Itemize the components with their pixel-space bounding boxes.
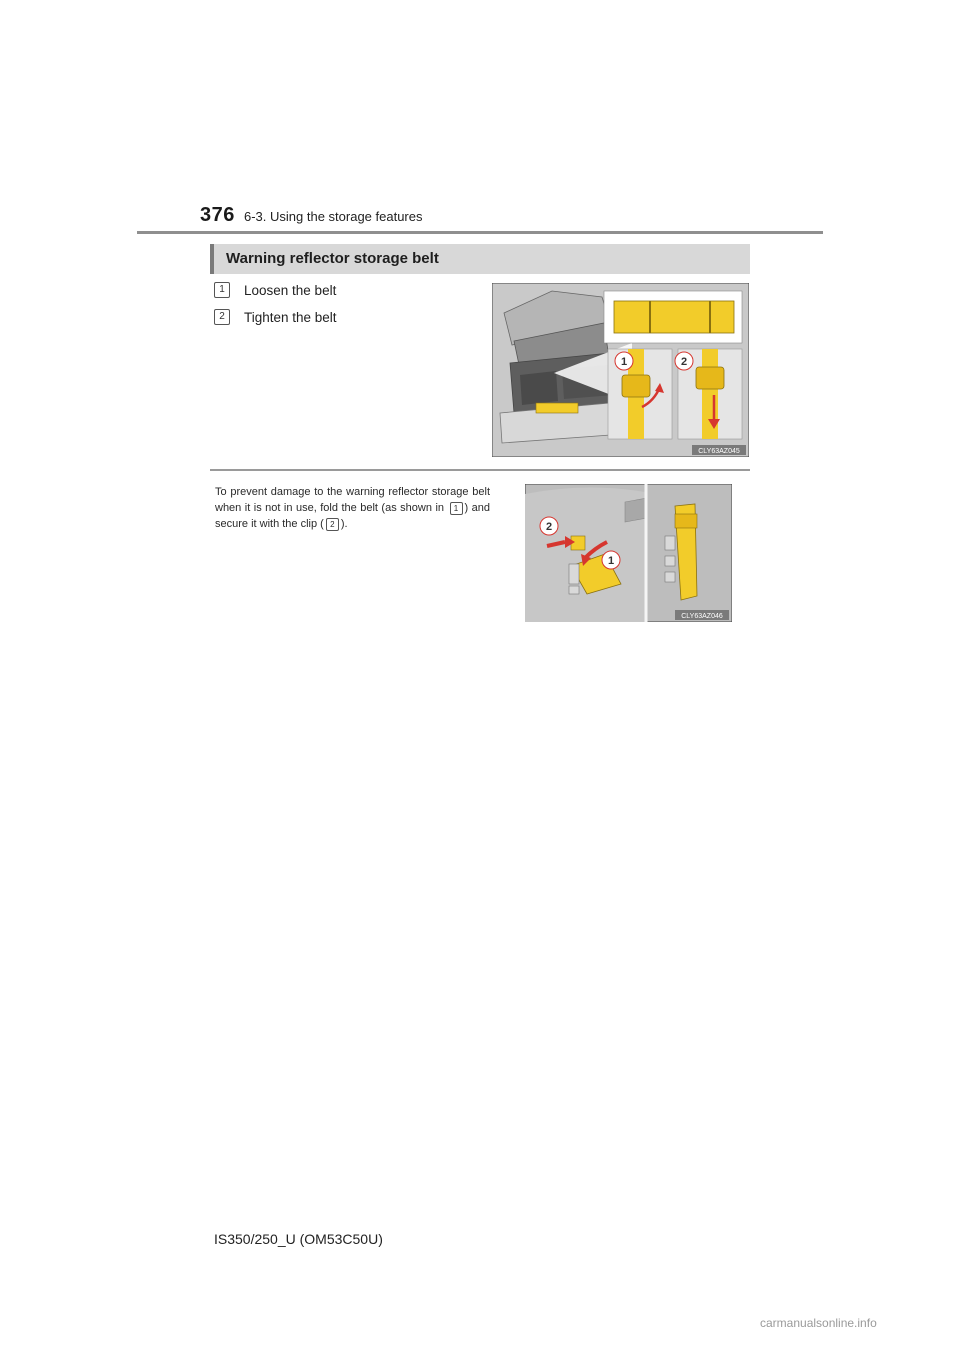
folded-belt-clip-illustration bbox=[525, 484, 732, 622]
reference-number: 1 bbox=[450, 502, 463, 515]
step-number: 1 bbox=[214, 282, 230, 298]
step-item bbox=[214, 309, 337, 329]
step-number: 2 bbox=[214, 309, 230, 325]
section-heading: Warning reflector storage belt bbox=[226, 250, 439, 267]
header-rule bbox=[137, 231, 823, 234]
page-number: 376 bbox=[200, 204, 235, 226]
figure-callout: 1 bbox=[607, 555, 615, 567]
section-heading-bar bbox=[210, 244, 750, 274]
figure-callout: 2 bbox=[680, 356, 688, 368]
figure-code: CLY63AZ045 bbox=[698, 448, 740, 455]
reference-number: 2 bbox=[326, 518, 339, 531]
section-breadcrumb: 6-3. Using the storage features bbox=[244, 209, 423, 224]
figure-callout: 2 bbox=[545, 521, 553, 533]
storage-note bbox=[215, 484, 490, 532]
step-item bbox=[214, 282, 336, 302]
step-label: Tighten the belt bbox=[244, 309, 337, 325]
trunk-belt-illustration bbox=[492, 283, 749, 457]
footer-watermark: carmanualsonline.info bbox=[760, 1316, 877, 1330]
figure-code: CLY63AZ046 bbox=[681, 613, 723, 620]
figure-callout: 1 bbox=[620, 356, 628, 368]
note-text: ). bbox=[340, 518, 348, 530]
section-divider bbox=[210, 469, 750, 471]
note-text: ) and secure it with the clip ( bbox=[215, 502, 491, 530]
note-text: To prevent damage to the warning reflector storage belt when it is not in use, fold the belt (as shown in bbox=[215, 486, 490, 514]
step-label: Loosen the belt bbox=[244, 282, 337, 298]
footer-model-code: IS350/250_U (OM53C50U) bbox=[214, 1231, 383, 1247]
